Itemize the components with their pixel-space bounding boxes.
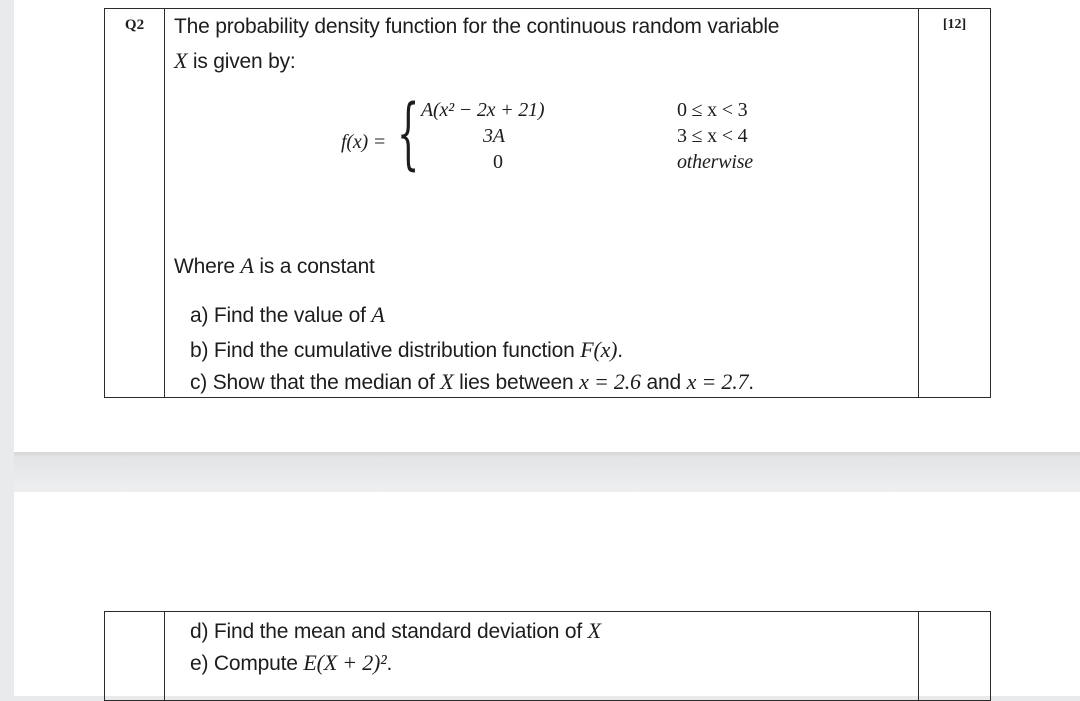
intro-line-2 — [174, 48, 296, 74]
where-suffix: is a constant — [259, 255, 375, 278]
question-content-continued — [165, 612, 919, 701]
question-table-continued — [104, 611, 991, 701]
part-c-value-2: x = 2.7 — [686, 369, 749, 394]
case-1-condition: 0 ≤ x < 3 — [677, 99, 748, 121]
part-c — [190, 369, 754, 395]
case-1-expr: A(x² − 2x + 21) — [421, 99, 545, 121]
part-c-variable: X — [440, 369, 454, 394]
part-a — [190, 302, 385, 328]
question-content — [165, 9, 919, 398]
where-prefix: Where — [174, 255, 235, 278]
part-b — [190, 337, 623, 363]
pdf-lhs: f(x) = — [341, 131, 387, 153]
part-e-end: . — [386, 652, 393, 675]
pdf-equation — [341, 89, 761, 193]
part-b-end: . — [617, 339, 623, 362]
part-d-text: d) Find the mean and standard deviation of — [190, 620, 583, 643]
case-2-condition: 3 ≤ x < 4 — [677, 125, 748, 147]
part-a-text: a) Find the value of — [190, 304, 366, 327]
part-e-text: e) Compute — [190, 652, 298, 675]
part-e — [190, 650, 392, 676]
part-c-value-1: x = 2.6 — [579, 369, 641, 394]
question-number: Q2 — [105, 9, 165, 398]
question-table — [104, 8, 991, 398]
page-gap — [14, 452, 1080, 492]
where-line — [174, 253, 375, 279]
part-d — [190, 618, 601, 644]
part-d-math: X — [587, 618, 601, 643]
number-cell-empty — [105, 612, 165, 701]
part-b-text: b) Find the cumulative distribution function — [190, 339, 575, 362]
part-c-end: . — [748, 371, 754, 394]
part-c-mid: lies between — [459, 371, 574, 394]
part-a-math: A — [371, 302, 385, 327]
part-b-math: F(x) — [580, 337, 618, 362]
question-marks: [12] — [919, 9, 991, 398]
marks-cell-empty — [919, 612, 991, 701]
left-brace: { — [397, 89, 420, 179]
intro-line-1: The probability density function for the continuous random variable — [174, 15, 780, 38]
case-3-expr: 0 — [493, 151, 503, 173]
intro-variable: X — [174, 48, 188, 73]
case-3-condition: otherwise — [677, 151, 753, 173]
part-c-text: c) Show that the median of — [190, 371, 435, 394]
part-c-and: and — [646, 371, 681, 394]
intro-line-2-text: is given by: — [192, 50, 296, 73]
part-e-math: E(X + 2)² — [303, 650, 387, 675]
where-variable: A — [240, 253, 254, 278]
case-2-expr: 3A — [483, 125, 505, 147]
